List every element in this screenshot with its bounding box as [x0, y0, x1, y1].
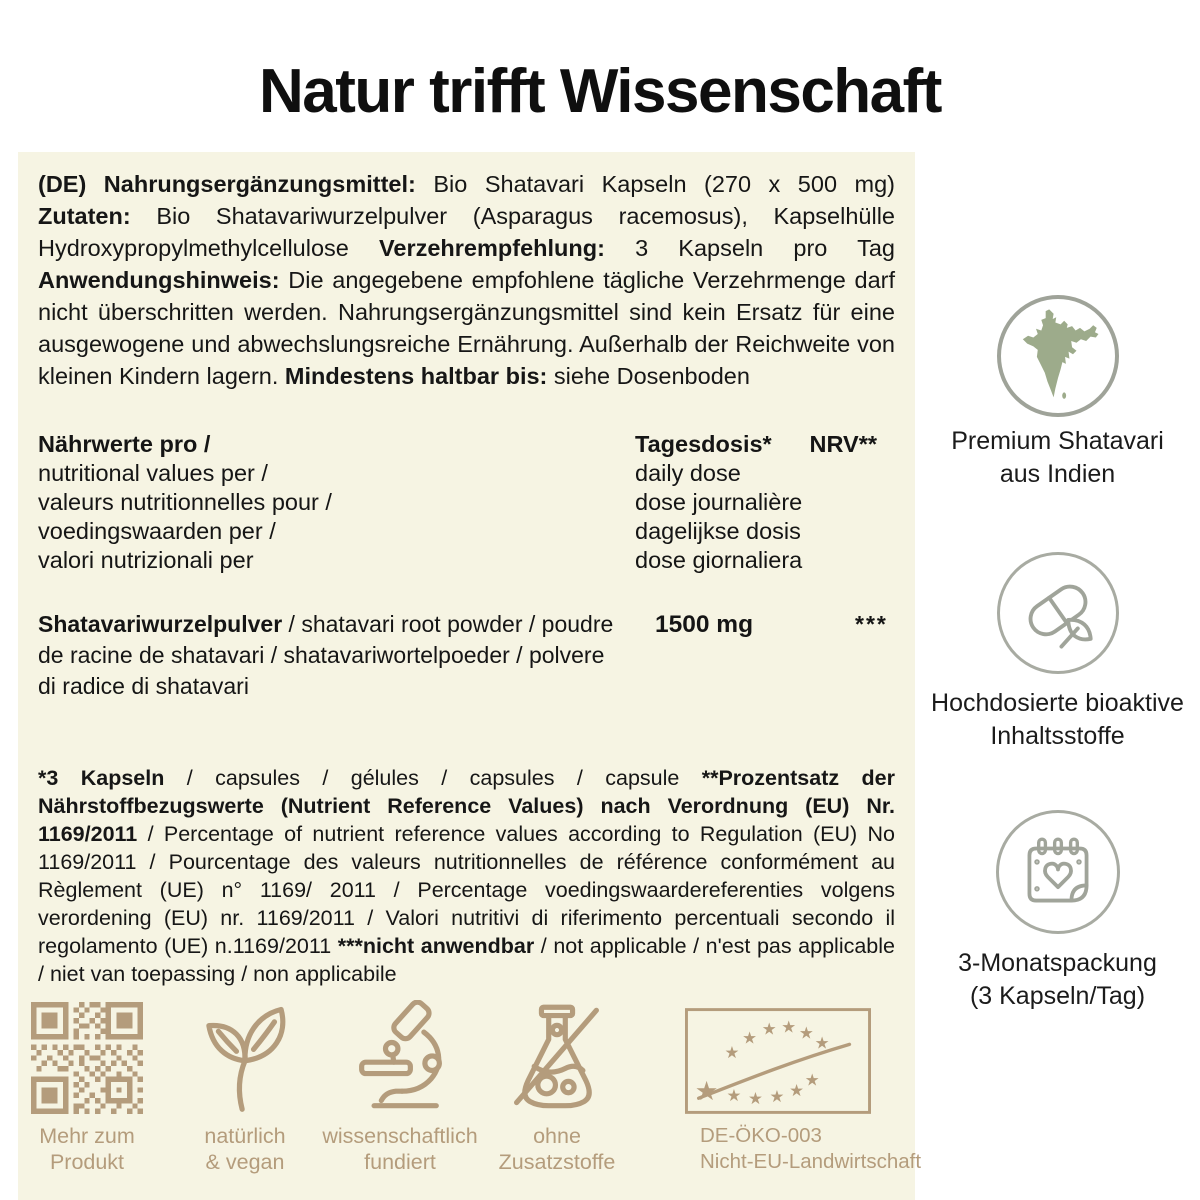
nutrition-header-left [38, 430, 598, 575]
nutrition-header-line: valori nutrizionali per [38, 547, 254, 573]
svg-text:★: ★ [694, 1076, 719, 1108]
ingredient-amount: 1500 mg [655, 611, 754, 638]
nutrition-header-right [635, 430, 877, 575]
feature-three-month-pack [915, 810, 1200, 1013]
badge-eu-organic [685, 998, 925, 1175]
badge-caption-line: ohne [533, 1124, 581, 1148]
page-title: Natur trifft Wissenschaft [259, 57, 941, 126]
badge-caption [482, 1123, 632, 1175]
badge-caption-line: Zusatzstoffe [498, 1150, 616, 1174]
feature-caption-line: 3-Monatspackung [958, 949, 1157, 977]
feature-caption-line: Hochdosierte bioaktive [931, 689, 1184, 717]
badge-caption-line: & vegan [205, 1150, 285, 1174]
svg-text:★: ★ [726, 1086, 742, 1106]
ingredient-name-bold: Shatavariwurzelpulver [38, 611, 283, 637]
feature-caption [915, 687, 1200, 753]
svg-text:★: ★ [798, 1023, 814, 1043]
svg-text:★: ★ [804, 1070, 820, 1090]
eu-organic-leaf-icon [685, 998, 925, 1114]
badge-caption-line: fundiert [364, 1150, 436, 1174]
feature-high-dose-bioactive [915, 552, 1200, 753]
badge-caption-line: wissenschaftlich [322, 1124, 478, 1148]
svg-text:★: ★ [742, 1028, 758, 1048]
badge-caption [175, 1123, 315, 1175]
feature-caption-line: Inhaltsstoffe [990, 722, 1125, 750]
dose-line: dagelijkse dosis [635, 518, 801, 544]
feature-premium-shatavari [915, 295, 1200, 491]
feature-caption [915, 425, 1200, 491]
badge-caption-line: natürlich [204, 1124, 286, 1148]
feature-caption [915, 947, 1200, 1013]
nutrition-header [38, 430, 895, 575]
ingredient-nrv-value: *** [855, 611, 888, 637]
ingredient-name-rest: / shatavari root powder / poudre de racine de shatavari / shatavariwortelpoeder / polvere di radice di shatavari [38, 611, 614, 699]
svg-text:★: ★ [789, 1081, 805, 1101]
nutrition-header-line: nutritional values per / [38, 460, 268, 486]
badge-natural-vegan [175, 998, 315, 1175]
badge-caption [310, 1123, 490, 1175]
leaf-icon [175, 998, 315, 1114]
badge-more-info [22, 998, 152, 1175]
nrv-header: NRV** [809, 431, 877, 457]
nutrition-dose-nrv-header [635, 430, 877, 459]
feature-caption-line: aus Indien [999, 460, 1116, 488]
dose-header: Tagesdosis* [635, 431, 772, 457]
microscope-icon [310, 998, 490, 1114]
badge-caption-line: Mehr zum [39, 1124, 135, 1148]
svg-text:★: ★ [781, 1017, 797, 1037]
svg-text:★: ★ [748, 1089, 763, 1109]
label-info-paragraph: (DE) Nahrungsergänzungsmittel: Bio Shatavari Kapseln (270 x 500 mg) Zutaten: Bio Shatavariwurzelpulver (Asparagus racemosus), Kapselhülle Hydroxypropylmethylcellulose Verzehrempfehlung: 3 Kapseln pro Tag Anwendungshinweis: Die angegebene empfohlene tägliche Verzehrmenge darf nicht überschritten werden. Nahrungsergänzungsmittel sind kein Ersatz für eine ausgewogene und abwechslungsreiche Ernährung. Außerhalb der Reichweite von kleinen Kindern lagern. Mindestens haltbar bis: siehe Dosenboden [38, 171, 895, 389]
feature-caption-line: (3 Kapseln/Tag) [969, 982, 1146, 1010]
nutrition-header-line: Nährwerte pro / [38, 431, 211, 457]
ingredient-row [38, 609, 895, 702]
badge-caption [700, 1123, 925, 1175]
feature-caption-line: Premium Shatavari [951, 427, 1164, 455]
badge-caption-line: Nicht-EU-Landwirtschaft [700, 1150, 922, 1173]
label-footnote: *3 Kapseln / capsules / gélules / capsules / capsule **Prozentsatz der Nährstoffbezugswerte (Nutrient Reference Values) nach Verordnung (EU) Nr. 1169/2011 / Percentage of nutrient reference values according to Regulation (EU) No 1169/2011 / Pourcentage des valeurs nutritionnelles de référence conformément au Règlement (UE) n° 1169/ 2011 / Percentage voedingswaardereferenties volgens verordening (EU) nr. 1169/2011 / Valori nutritivi di riferimento percentuali secondo il regolamento (UE) n.1169/2011 ***nicht anwendbar / not applicable / n'est pas applicable / niet van toepassing / non applicabile [38, 766, 895, 986]
india-map-icon [997, 295, 1119, 417]
supplement-label-panel [18, 152, 922, 1200]
badge-caption-line: Produkt [49, 1150, 125, 1174]
badge-no-additives [482, 998, 632, 1175]
nutrition-header-line: valeurs nutritionnelles pour / [38, 489, 332, 515]
svg-text:★: ★ [769, 1087, 785, 1107]
dose-line: dose giornaliera [635, 547, 803, 573]
dose-line: daily dose [635, 460, 741, 486]
nutrition-header-line: voedingswaarden per / [38, 518, 276, 544]
badge-caption [22, 1123, 152, 1175]
badge-caption-line: DE-ÖKO-003 [700, 1124, 822, 1147]
capsule-leaf-icon [997, 552, 1119, 674]
badge-science-based [310, 998, 490, 1175]
svg-text:★: ★ [761, 1019, 777, 1039]
dose-line: dose journalière [635, 489, 803, 515]
svg-text:★: ★ [724, 1043, 740, 1063]
ingredient-name [38, 609, 618, 702]
calendar-heart-icon [996, 810, 1120, 934]
qr-code-icon [22, 998, 152, 1114]
crossed-flask-icon [482, 998, 632, 1114]
svg-text:★: ★ [814, 1033, 830, 1053]
